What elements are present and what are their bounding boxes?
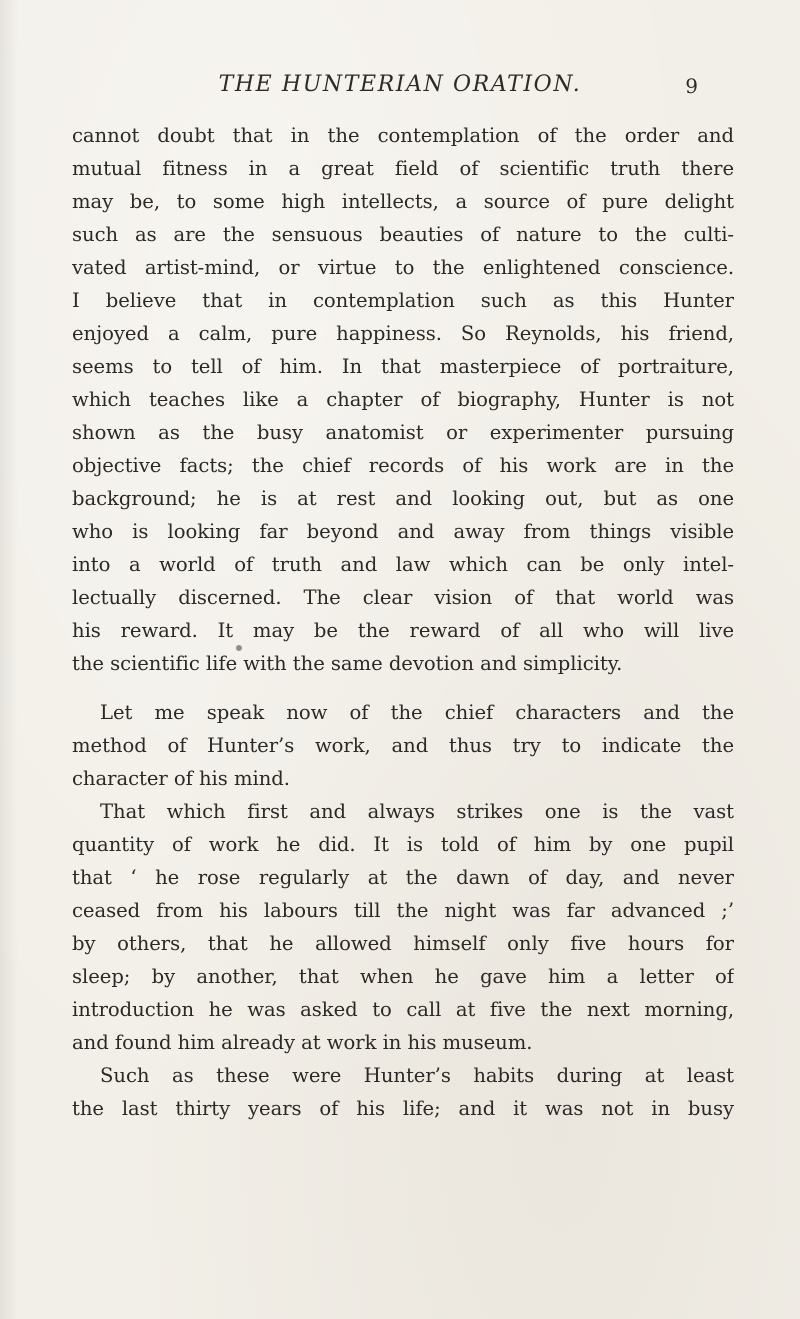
text-line: objective facts; the chief records of his work are in the xyxy=(72,454,734,477)
page-gutter-shadow xyxy=(0,0,18,1319)
text-line: lectually discerned. The clear vision of that world was xyxy=(72,586,734,609)
text-line: seems to tell of him. In that masterpiece of portraiture, xyxy=(72,355,734,378)
text-line: his reward. It may be the reward of all who will live xyxy=(72,619,734,642)
text-line: that ‘ he rose regularly at the dawn of day, and never xyxy=(72,866,734,889)
text-line: vated artist-mind, or virtue to the enlightened conscience. xyxy=(72,256,734,279)
text-line: sleep; by another, that when he gave him a letter of xyxy=(72,965,734,988)
text-line: background; he is at rest and looking out, but as one xyxy=(72,487,734,510)
paragraph xyxy=(72,696,734,795)
text-line: Such as these were Hunter’s habits during at least xyxy=(100,1064,734,1087)
page-number: 9 xyxy=(685,74,698,98)
paragraph-gap xyxy=(72,680,734,696)
text-line: quantity of work he did. It is told of him by one pupil xyxy=(72,833,734,856)
body-text xyxy=(72,119,734,1125)
text-line: mutual fitness in a great field of scientific truth there xyxy=(72,157,734,180)
page-header xyxy=(60,72,740,102)
text-line: character of his mind. xyxy=(72,767,290,790)
text-line: the last thirty years of his life; and it was not in busy xyxy=(72,1097,734,1120)
text-line: Let me speak now of the chief characters and the xyxy=(100,701,734,724)
text-line: introduction he was asked to call at five the next morning, xyxy=(72,998,734,1021)
paragraph xyxy=(72,119,734,680)
paragraph xyxy=(72,1059,734,1125)
text-line: cannot doubt that in the contemplation of the order and xyxy=(72,124,734,147)
text-line: and found him already at work in his museum. xyxy=(72,1031,533,1054)
text-line: That which first and always strikes one is the vast xyxy=(100,800,734,823)
text-line: by others, that he allowed himself only five hours for xyxy=(72,932,734,955)
paragraph xyxy=(72,795,734,1059)
text-line: who is looking far beyond and away from things visible xyxy=(72,520,734,543)
text-line: which teaches like a chapter of biography, Hunter is not xyxy=(72,388,734,411)
text-line: the scientific life with the same devotion and simplicity. xyxy=(72,652,623,675)
text-line: such as are the sensuous beauties of nature to the culti- xyxy=(72,223,734,246)
text-line: I believe that in contemplation such as this Hunter xyxy=(72,289,734,312)
running-title: THE HUNTERIAN ORATION. xyxy=(218,72,582,97)
text-line: enjoyed a calm, pure happiness. So Reynolds, his friend, xyxy=(72,322,734,345)
text-line: method of Hunter’s work, and thus try to indicate the xyxy=(72,734,734,757)
text-line: may be, to some high intellects, a source of pure delight xyxy=(72,190,734,213)
text-line: shown as the busy anatomist or experimenter pursuing xyxy=(72,421,734,444)
text-line: ceased from his labours till the night was far advanced ;’ xyxy=(72,899,734,922)
text-line: into a world of truth and law which can be only intel- xyxy=(72,553,734,576)
